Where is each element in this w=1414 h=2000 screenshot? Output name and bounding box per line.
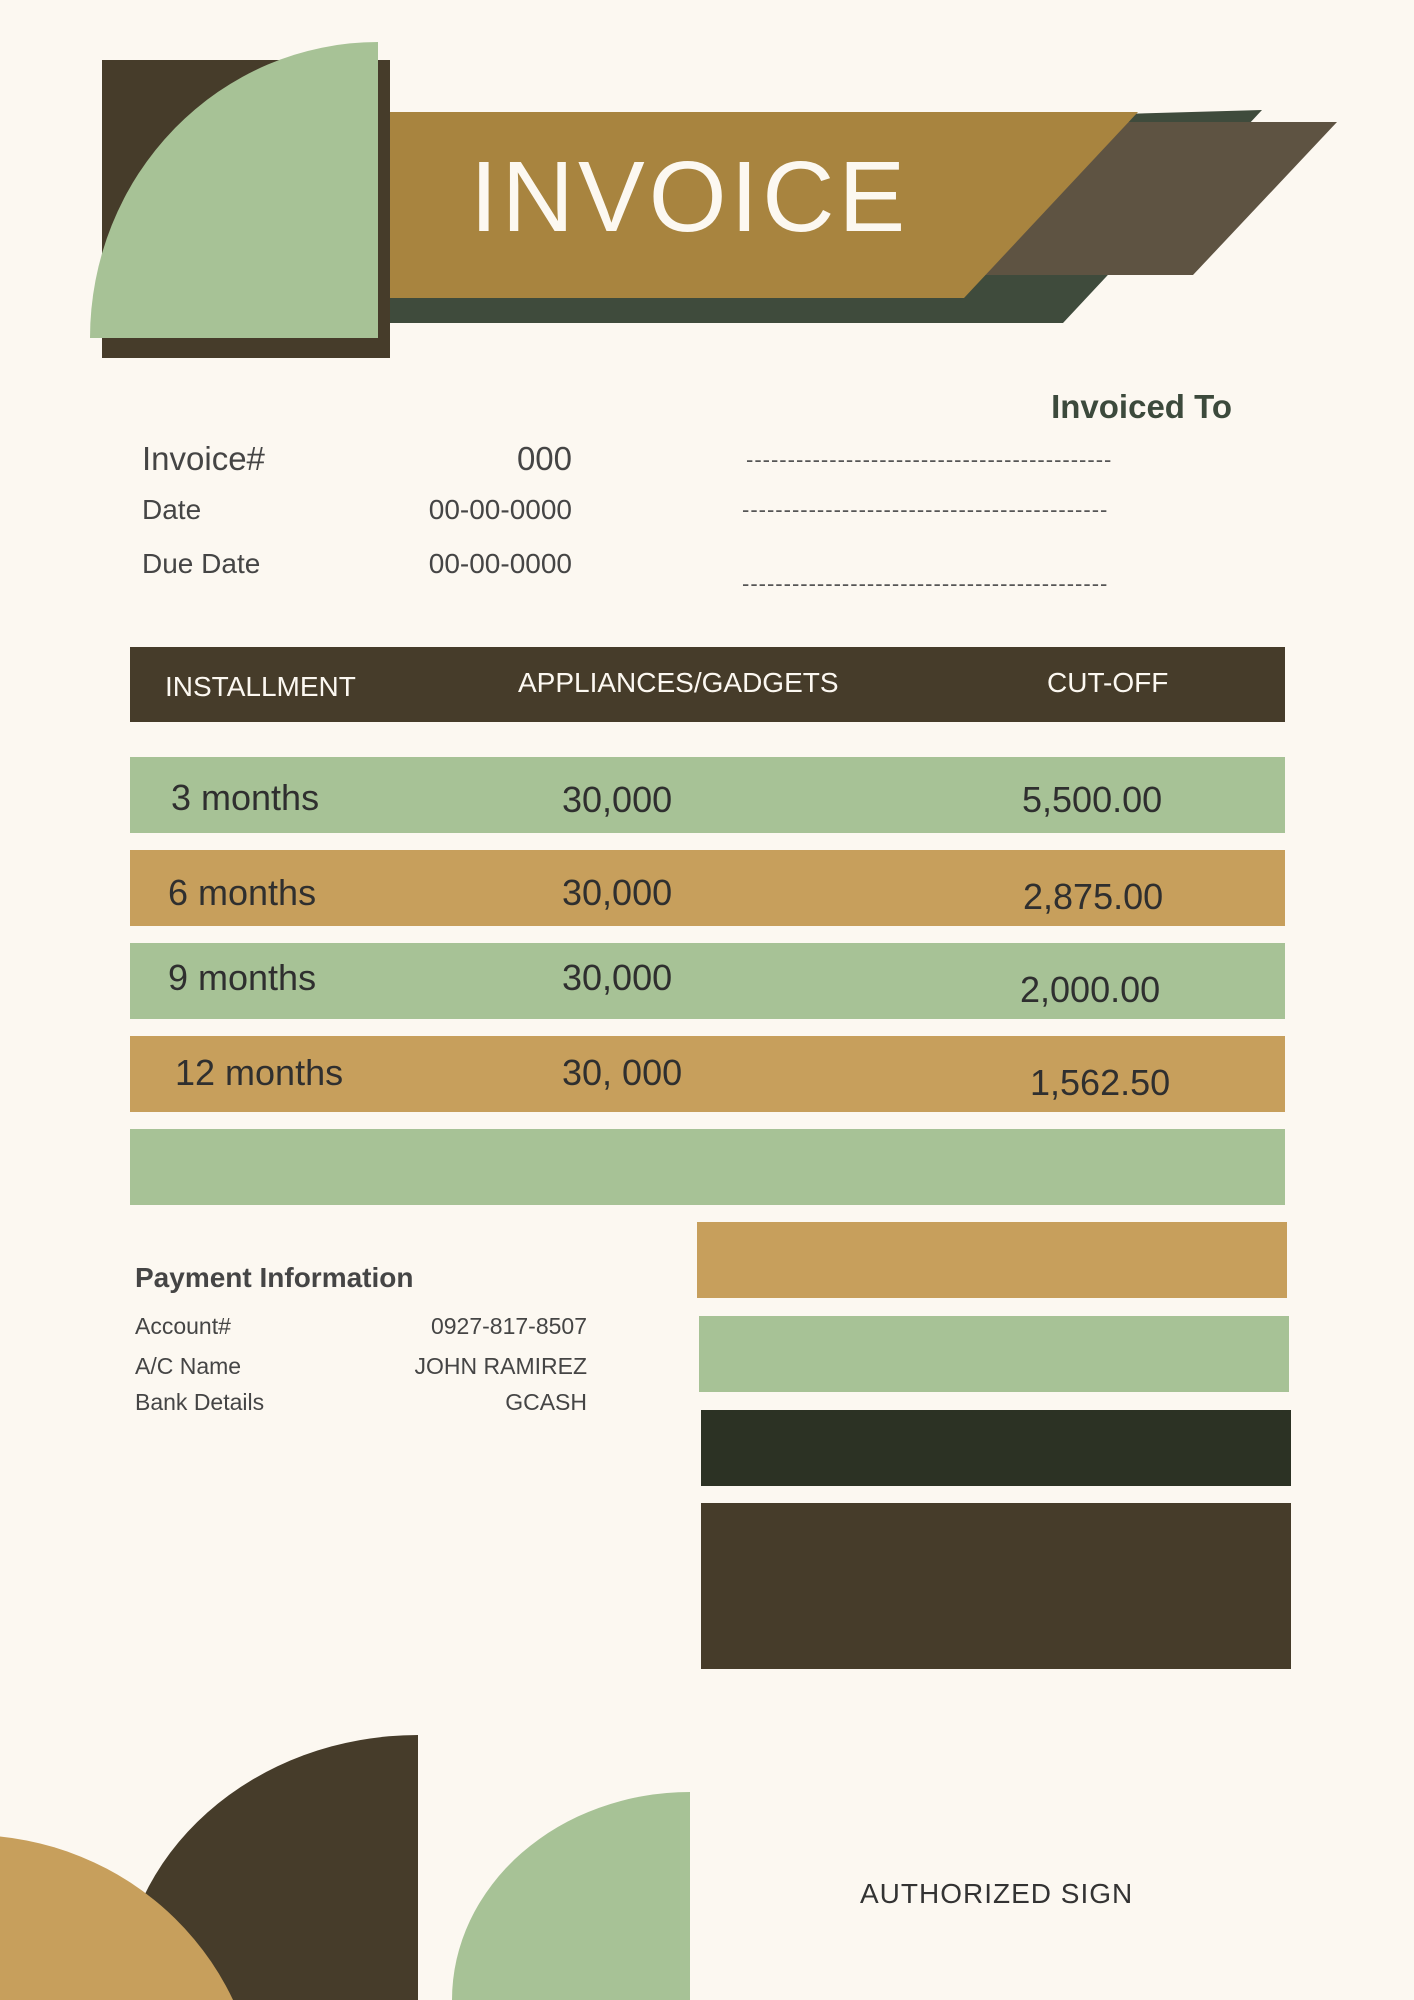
invoiced-to-line-1[interactable]: --------------------------------------------	[746, 447, 1113, 472]
block-dark-green	[701, 1410, 1291, 1486]
cutoff-cell: 2,000.00	[1020, 969, 1161, 1010]
table-row	[130, 1036, 1285, 1112]
amount-cell: 30,000	[562, 957, 673, 998]
authorized-sign-label: AUTHORIZED SIGN	[860, 1878, 1134, 1909]
table-header	[130, 647, 1285, 722]
header-installment: INSTALLMENT	[165, 671, 356, 702]
date-label: Date	[142, 494, 202, 525]
account-label: Account#	[135, 1313, 231, 1339]
bank-details-value: GCASH	[505, 1389, 587, 1415]
table-row	[130, 757, 1285, 833]
invoiced-to-line-2[interactable]: --------------------------------------------	[742, 497, 1109, 522]
amount-cell: 30,000	[562, 872, 673, 913]
header-appliances: APPLIANCES/GADGETS	[518, 667, 839, 698]
block-tan	[697, 1222, 1287, 1298]
invoiced-to-line-3[interactable]: --------------------------------------------	[742, 571, 1109, 596]
cutoff-cell: 2,875.00	[1023, 876, 1164, 917]
account-name-label: A/C Name	[135, 1353, 242, 1379]
due-date-label: Due Date	[142, 548, 261, 579]
invoice-title: INVOICE	[470, 141, 910, 253]
installment-cell: 9 months	[168, 957, 317, 998]
table-row	[130, 850, 1285, 926]
bank-details-label: Bank Details	[135, 1389, 265, 1415]
block-dark-brown	[701, 1503, 1291, 1669]
table-row	[130, 943, 1285, 1019]
cutoff-cell: 5,500.00	[1022, 779, 1163, 820]
due-date-value: 00-00-0000	[428, 548, 572, 579]
invoiced-to-label: Invoiced To	[1051, 388, 1232, 425]
amount-cell: 30,000	[562, 779, 673, 820]
header-cutoff: CUT-OFF	[1047, 667, 1169, 698]
account-value: 0927-817-8507	[430, 1313, 587, 1339]
invoice-number-value: 000	[516, 440, 572, 477]
installment-cell: 6 months	[168, 872, 317, 913]
invoice-number-label: Invoice#	[142, 440, 265, 477]
installment-cell: 12 months	[175, 1052, 344, 1093]
block-green	[699, 1316, 1289, 1392]
payment-info-title: Payment Information	[135, 1262, 414, 1293]
installment-cell: 3 months	[171, 777, 320, 818]
account-name-value: JOHN RAMIREZ	[414, 1353, 587, 1379]
date-value: 00-00-0000	[428, 494, 572, 525]
amount-cell: 30, 000	[562, 1052, 683, 1093]
table-row-empty	[130, 1129, 1285, 1205]
cutoff-cell: 1,562.50	[1030, 1062, 1171, 1103]
bottom-green-quarter	[452, 1792, 690, 2000]
